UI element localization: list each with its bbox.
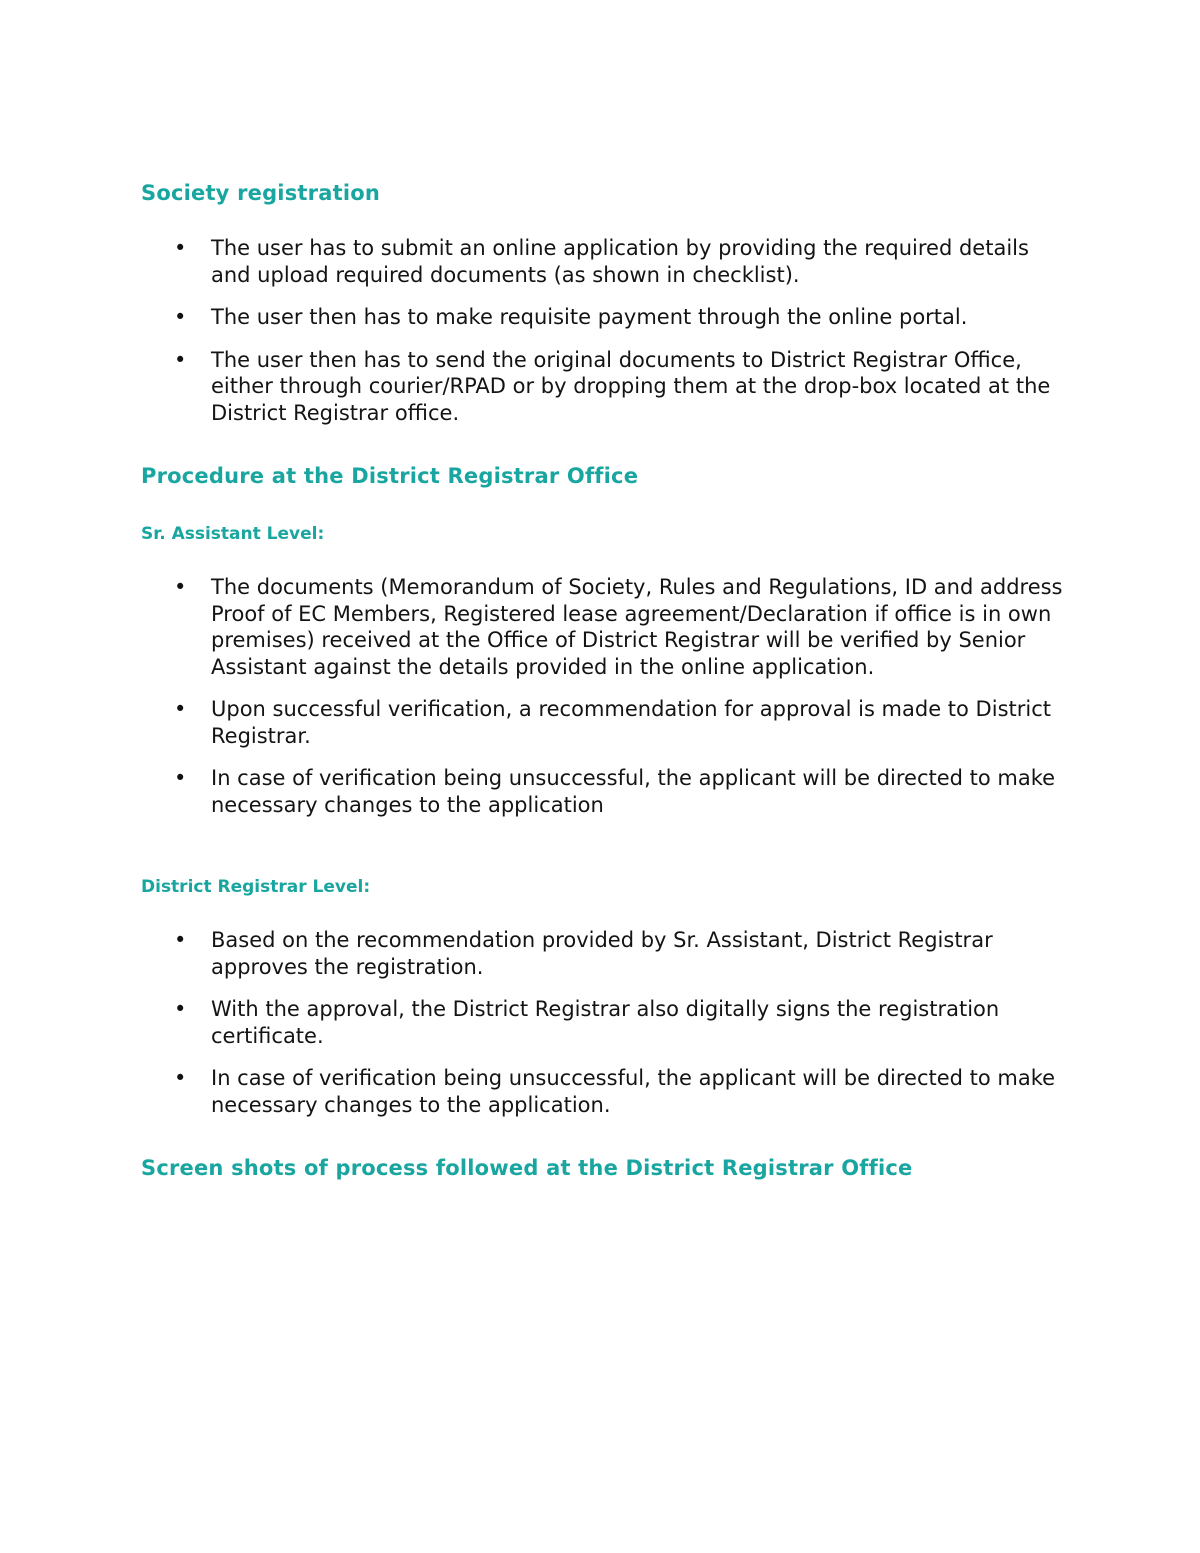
bullet-icon: • — [174, 1066, 187, 1090]
subsection-heading-sr-assistant: Sr. Assistant Level: — [141, 524, 325, 544]
list-item-text: In case of verification being unsuccessful, the applicant will be directed to make necessary changes to the application. — [211, 1066, 1056, 1117]
list-item — [0, 696, 1071, 749]
list-item-text: The documents (Memorandum of Society, Rules and Regulations, ID and address Proof of EC Members, Registered lease agreement/Declaration if office is in own premises) received at the Office of District Registrar will be verified by Senior Assistant against the details provided in the online application. — [211, 575, 1063, 679]
section-heading-screen-shots: Screen shots of process followed at the District Registrar Office — [141, 1156, 913, 1180]
bullet-icon: • — [174, 575, 187, 599]
list-item — [0, 765, 1071, 818]
list-item — [0, 927, 1071, 980]
section-heading-society-registration: Society registration — [141, 181, 380, 205]
sr-assistant-list — [0, 574, 1071, 818]
list-item-text: The user has to submit an online application by providing the required details and upload required documents (as shown in checklist). — [211, 236, 1029, 287]
subsection-heading-district-registrar: District Registrar Level: — [141, 877, 371, 897]
bullet-icon: • — [174, 766, 187, 790]
bullet-icon: • — [174, 697, 187, 721]
list-item — [0, 235, 1071, 288]
list-item — [0, 304, 1071, 331]
list-item-text: The user then has to make requisite payment through the online portal. — [211, 305, 968, 329]
list-item-text: The user then has to send the original documents to District Registrar Office, either through courier/RPAD or by dropping them at the drop-box located at the District Registrar office. — [211, 347, 1051, 425]
bullet-icon: • — [174, 347, 187, 372]
section-heading-procedure: Procedure at the District Registrar Office — [141, 464, 639, 488]
list-item-text: Upon successful verification, a recommendation for approval is made to District Registrar. — [211, 697, 1051, 748]
bullet-icon: • — [174, 305, 187, 329]
bullet-icon: • — [174, 236, 187, 260]
list-item-text: In case of verification being unsuccessful, the applicant will be directed to make necessary changes to the application — [211, 766, 1056, 817]
bullet-icon: • — [174, 997, 187, 1021]
society-registration-list — [0, 235, 1071, 426]
list-item — [0, 347, 1071, 427]
list-item — [0, 574, 1071, 680]
list-item — [0, 996, 1071, 1049]
list-item-text: Based on the recommendation provided by Sr. Assistant, District Registrar approves the registration. — [211, 928, 993, 979]
district-registrar-list — [0, 927, 1071, 1118]
list-item — [0, 1065, 1071, 1118]
bullet-icon: • — [174, 928, 187, 952]
list-item-text: With the approval, the District Registrar also digitally signs the registration certificate. — [211, 997, 1000, 1048]
